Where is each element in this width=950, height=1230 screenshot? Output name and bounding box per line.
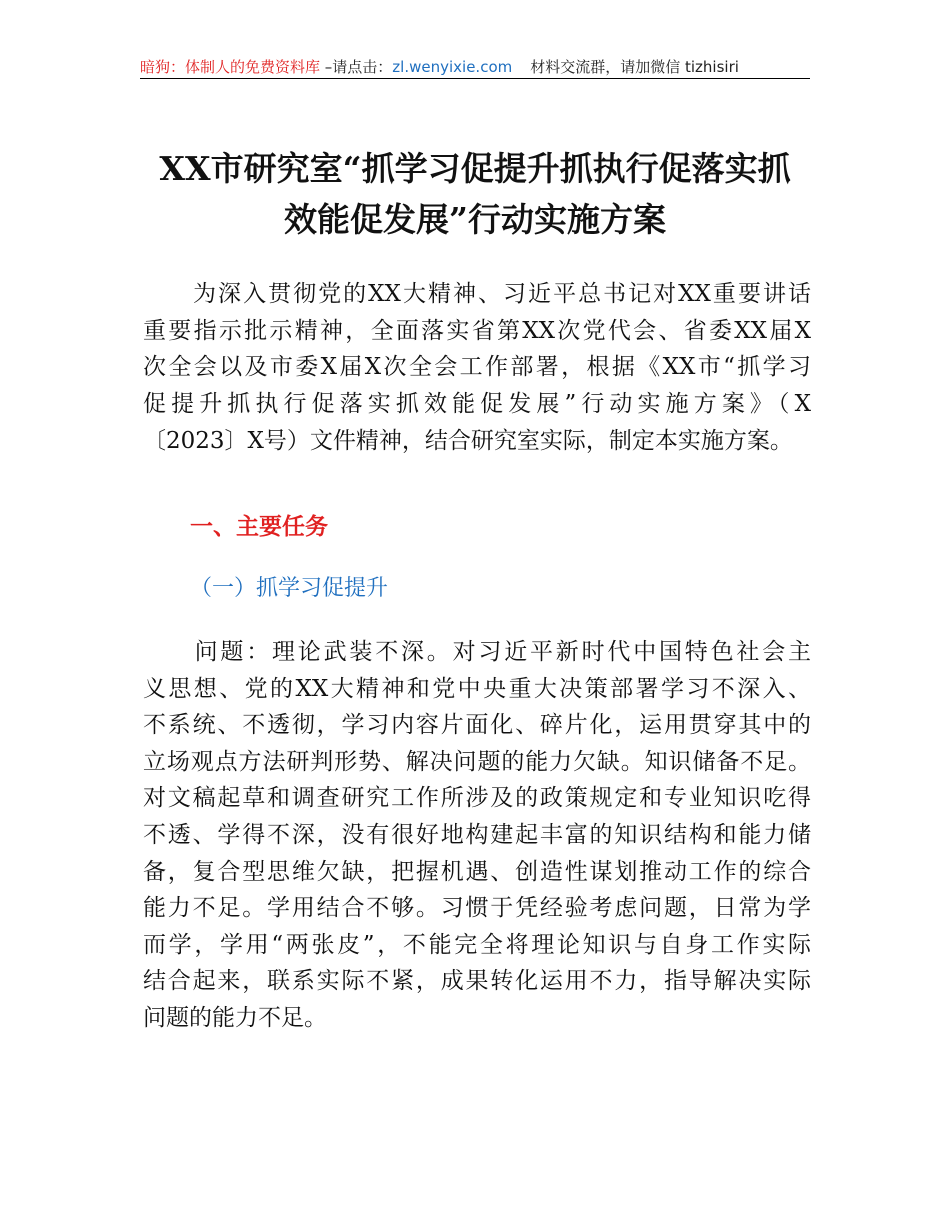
paragraph-line: 能力不足。学用结合不够。习惯于凭经验考虑问题，日常为学	[143, 895, 811, 922]
paragraph-line: 不透、学得不深，没有很好地构建起丰富的知识结构和能力储	[143, 822, 811, 848]
paragraph-line: 结合起来，联系实际不紧，成果转化运用不力，指导解决实际	[143, 968, 811, 995]
page-header	[140, 56, 808, 77]
click-prompt: –请点击：	[320, 58, 393, 76]
paragraph-line: 促提升抓执行促落实抓效能促发展”行动实施方案》（X	[143, 391, 811, 418]
paragraph-line: 次全会以及市委X届X次全会工作部署，根据《XX市“抓学习	[143, 354, 811, 381]
paragraph-line: 为深入贯彻党的XX大精神、习近平总书记对XX重要讲话	[143, 281, 811, 307]
paragraph-line: 问题：理论武装不深。对习近平新时代中国特色社会主	[143, 639, 811, 665]
document-title-line-2: 效能促发展”行动实施方案	[284, 200, 666, 239]
site-link[interactable]: zl.wenyixie.com	[392, 58, 513, 76]
paragraph-line: 而学，学用“两张皮”，不能完全将理论知识与自身工作实际	[143, 931, 811, 958]
paragraph-line: 〔2023〕X号）文件精神，结合研究室实际，制定本实施方案。	[143, 427, 793, 454]
subsection-heading: （一）抓学习促提升	[190, 576, 389, 601]
paragraph-line: 备，复合型思维欠缺，把握机遇、创造性谋划推动工作的综合	[143, 858, 811, 885]
paragraph-line: 义思想、党的XX大精神和党中央重大决策部署学习不深入、	[143, 675, 811, 702]
paragraph-line: 不系统、不透彻，学习内容片面化、碎片化，运用贯穿其中的	[143, 712, 811, 739]
paragraph-line: 对文稿起草和调查研究工作所涉及的政策规定和专业知识吃得	[143, 785, 811, 812]
paragraph-line: 问题的能力不足。	[143, 1005, 327, 1031]
header-divider	[140, 78, 810, 79]
document-title-line-1: XX市研究室“抓学习促提升抓执行促落实抓	[159, 149, 791, 188]
paragraph-line: 立场观点方法研判形势、解决问题的能力欠缺。知识储备不足。	[143, 748, 811, 775]
paragraph-line: 重要指示批示精神，全面落实省第XX次党代会、省委XX届X	[143, 317, 811, 344]
group-text: 材料交流群，请加微信 tizhisiri	[530, 58, 739, 76]
site-name: 暗狗：体制人的免费资料库	[140, 58, 321, 76]
section-heading: 一、主要任务	[190, 514, 328, 540]
